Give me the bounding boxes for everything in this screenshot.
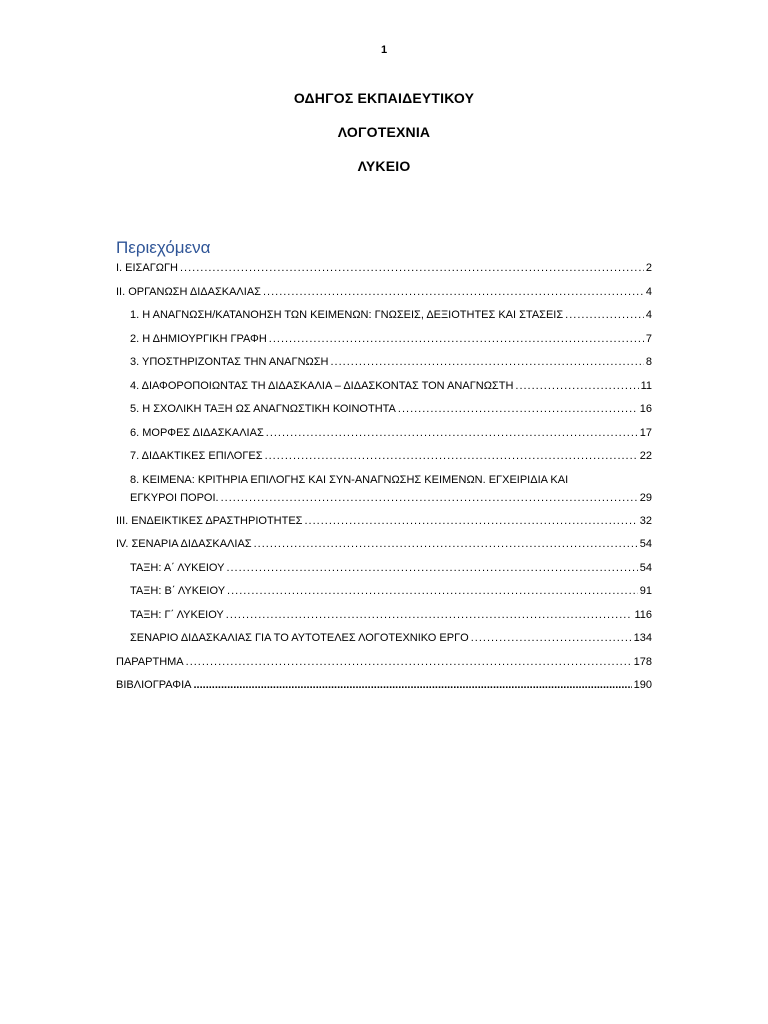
dot-leader (263, 286, 644, 298)
toc-entry-page: 190 (633, 679, 652, 691)
document-subject: ΛΟΓΟΤΕΧΝΙΑ (337, 124, 431, 140)
dot-leader (330, 356, 643, 368)
dot-leader (226, 609, 633, 621)
toc-entry-page: 11 (640, 379, 652, 392)
toc-entry-label: ΒΙΒΛΙΟΓΡΑΦΙΑ (116, 679, 192, 691)
toc-entry-reading-comprehension[interactable] (116, 309, 652, 333)
toc-entry-page: 4 (645, 309, 652, 321)
toc-entry-page: 134 (633, 632, 652, 644)
toc-entry-supporting-reading[interactable] (116, 356, 652, 380)
toc-entry-differentiating-teaching[interactable] (116, 380, 652, 404)
toc-entry-page: 7 (645, 332, 652, 345)
toc-entry-grade-a[interactable] (116, 562, 652, 586)
toc-entry-label: ΣΕΝΑΡΙΟ ΔΙΔΑΣΚΑΛΙΑΣ ΓΙΑ ΤΟ ΑΥΤΟΤΕΛΕΣ ΛΟΓΟΤΕΧΝΙΚΟ ΕΡΓΟ (130, 632, 469, 644)
toc-entry-label: 5. Η ΣΧΟΛΙΚΗ ΤΑΞΗ ΩΣ ΑΝΑΓΝΩΣΤΙΚΗ ΚΟΙΝΟΤΗΤΑ (130, 403, 396, 415)
toc-entry-page: 178 (633, 655, 652, 668)
toc-entry-label: ΤΑΞΗ: Β΄ ΛΥΚΕΙΟΥ (130, 585, 226, 597)
toc-entry-introduction[interactable] (116, 262, 652, 286)
dot-leader (304, 515, 637, 527)
toc-entry-organization[interactable] (116, 286, 652, 310)
toc-entry-page: 16 (639, 403, 652, 415)
toc-entry-label: III. ΕΝΔΕΙΚΤΙΚΕΣ ΔΡΑΣΤΗΡΙΟΤΗΤΕΣ (116, 514, 303, 527)
toc-entry-creative-writing[interactable] (116, 333, 652, 357)
toc-entry-page: 17 (639, 426, 652, 439)
dot-leader (180, 262, 644, 274)
toc-entry-label: 7. ΔΙΔΑΚΤΙΚΕΣ ΕΠΙΛΟΓΕΣ (130, 450, 263, 462)
toc-entry-label: ΠΑΡΑΡΤΗΜΑ (116, 655, 184, 668)
toc-entry-label: II. ΟΡΓΑΝΩΣΗ ΔΙΔΑΣΚΑΛΙΑΣ (116, 285, 261, 298)
toc-entry-page: 4 (645, 285, 652, 298)
dot-leader (565, 309, 644, 321)
toc-entry-page: 54 (639, 561, 652, 574)
page-number: 1 (380, 44, 388, 56)
toc-heading: Περιεχόμενα (116, 238, 211, 257)
document-title: ΟΔΗΓΟΣ ΕΚΠΑΙΔΕΥΤΙΚΟΥ (293, 90, 475, 106)
toc-entry-bibliography[interactable] (116, 679, 652, 703)
toc-entry-page: 22 (639, 450, 652, 462)
toc-entry-label: 6. ΜΟΡΦΕΣ ΔΙΔΑΣΚΑΛΙΑΣ (130, 426, 264, 439)
dot-leader (265, 450, 638, 462)
toc-entry-texts-criteria[interactable] (116, 474, 652, 515)
document-level: ΛΥΚΕΙΟ (357, 158, 411, 174)
dot-leader (186, 656, 632, 668)
toc-entry-page: 116 (634, 608, 652, 621)
toc-entry-grade-c[interactable] (116, 609, 652, 633)
dot-leader (226, 562, 637, 574)
toc-entry-teaching-choices[interactable] (116, 450, 652, 474)
dot-leader (193, 679, 631, 691)
toc-entry-label: 2. Η ΔΗΜΙΟΥΡΓΙΚΗ ΓΡΑΦΗ (130, 332, 267, 345)
toc-entry-label: IV. ΣΕΝΑΡΙΑ ΔΙΔΑΣΚΑΛΙΑΣ (116, 538, 252, 550)
dot-leader (266, 427, 638, 439)
dot-leader (227, 585, 638, 597)
toc-entry-page: 8 (645, 356, 652, 368)
toc-entry-teaching-scenarios[interactable] (116, 538, 652, 562)
toc-entry-standalone-work-scenario[interactable] (116, 632, 652, 656)
toc-entry-label-line2: ΕΓΚΥΡΟΙ ΠΟΡΟΙ. (130, 491, 219, 504)
toc-entry-label: ΤΑΞΗ: Α΄ ΛΥΚΕΙΟΥ (130, 561, 225, 574)
toc-entry-page: 54 (639, 538, 652, 550)
toc-entry-label: 1. Η ΑΝΑΓΝΩΣΗ/ΚΑΤΑΝΟΗΣΗ ΤΩΝ ΚΕΙΜΕΝΩΝ: ΓΝΩΣΕΙΣ, ΔΕΞΙΟΤΗΤΕΣ ΚΑΙ ΣΤΑΣΕΙΣ (130, 309, 564, 321)
toc-entry-indicative-activities[interactable] (116, 515, 652, 539)
toc-entry-reading-community[interactable] (116, 403, 652, 427)
dot-leader (221, 492, 638, 504)
toc-entry-page: 32 (639, 514, 652, 527)
toc-entry-grade-b[interactable] (116, 585, 652, 609)
table-of-contents (116, 262, 652, 703)
dot-leader (471, 632, 632, 644)
toc-entry-page: 2 (645, 262, 652, 274)
toc-entry-page: 29 (639, 491, 652, 504)
toc-entry-label-line1: 8. ΚΕΙΜΕΝΑ: ΚΡΙΤΗΡΙΑ ΕΠΙΛΟΓΗΣ ΚΑΙ ΣΥΝ-ΑΝΑΓΝΩΣΗΣ ΚΕΙΜΕΝΩΝ. ΕΓΧΕΙΡΙΔΙΑ ΚΑΙ (130, 473, 569, 486)
dot-leader (398, 403, 638, 415)
toc-entry-label: I. ΕΙΣΑΓΩΓΗ (116, 262, 178, 274)
toc-entry-appendix[interactable] (116, 656, 652, 680)
dot-leader (269, 333, 644, 345)
toc-entry-page: 91 (639, 585, 652, 597)
toc-entry-teaching-forms[interactable] (116, 427, 652, 451)
dot-leader (515, 380, 638, 392)
dot-leader (254, 538, 638, 550)
toc-entry-label: 4. ΔΙΑΦΟΡΟΠΟΙΩΝΤΑΣ ΤΗ ΔΙΔΑΣΚΑΛΙΑ – ΔΙΔΑΣΚΟΝΤΑΣ ΤΟΝ ΑΝΑΓΝΩΣΤΗ (130, 379, 514, 392)
toc-entry-label: ΤΑΞΗ: Γ΄ ΛΥΚΕΙΟΥ (130, 608, 224, 621)
toc-entry-label: 3. ΥΠΟΣΤΗΡΙΖΟΝΤΑΣ ΤΗΝ ΑΝΑΓΝΩΣΗ (130, 356, 329, 368)
